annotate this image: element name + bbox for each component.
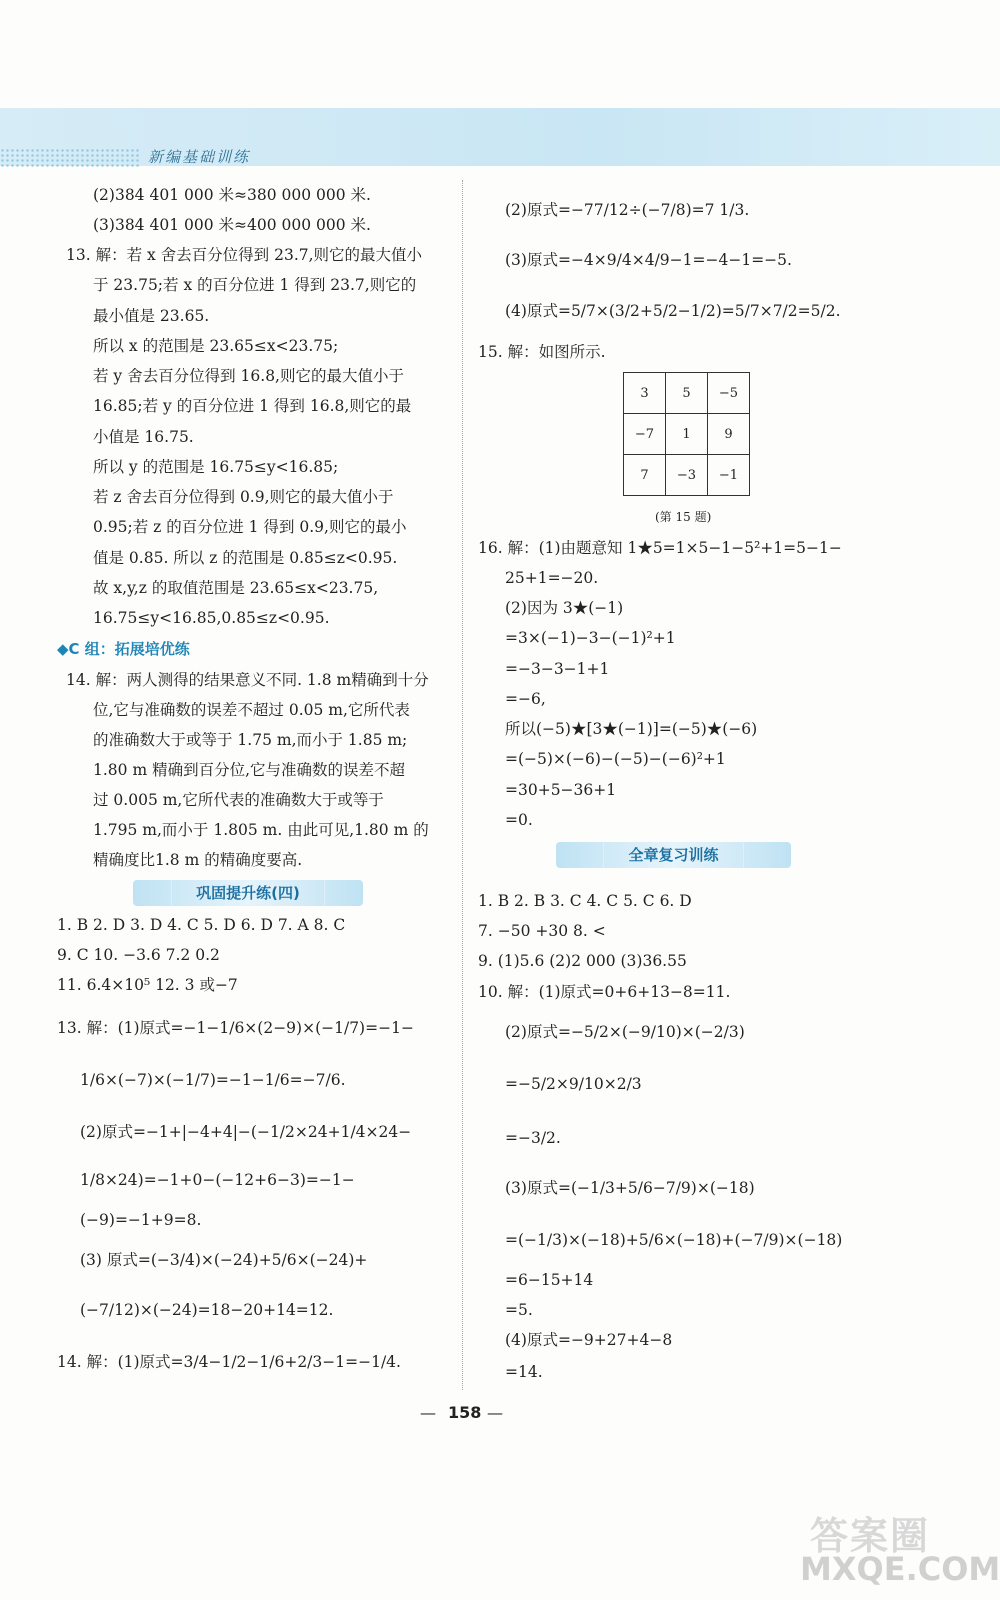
text-line: 于 23.75;若 x 的百分位进 1 得到 23.7,则它的: [93, 276, 417, 294]
text-line: 16. 解：(1)由题意知 1★5=1×5−1−5²+1=5−1−: [478, 539, 842, 557]
text-line: 13. 解：(1)原式=−1−1/6×(2−9)×(−1/7)=−1−: [57, 1019, 414, 1037]
text-line: 最小值是 23.65.: [93, 307, 210, 325]
text-line: (2)原式=−77/12÷(−7/8)=7 1/3.: [505, 201, 750, 219]
text-line: 16.85;若 y 的百分位进 1 得到 16.8,则它的最: [93, 397, 412, 415]
page-dash-left: —: [420, 1403, 436, 1422]
watermark-url: MXQE.COM: [800, 1550, 1000, 1588]
text-line: (2)因为 3★(−1): [505, 599, 624, 617]
text-line: 1/6×(−7)×(−1/7)=−1−1/6=−7/6.: [80, 1071, 346, 1089]
text-line: 7. −50 +30 8. <: [478, 922, 606, 940]
text-line: 14. 解：(1)原式=3/4−1/2−1/6+2/3−1=−1/4.: [57, 1353, 401, 1371]
text-line: 故 x,y,z 的取值范围是 23.65≤x<23.75,: [93, 579, 379, 597]
text-line: 1. B 2. B 3. C 4. C 5. C 6. D: [478, 892, 692, 910]
text-line: (2)原式=−1+|−4+4|−(−1/2×24+1/4×24−: [80, 1123, 412, 1141]
text-line: 精确度比1.8 m 的精确度要高.: [93, 851, 303, 869]
text-line: 位,它与准确数的误差不超过 0.05 m,它所代表: [93, 701, 410, 719]
text-line: (3)384 401 000 米≈400 000 000 米.: [93, 216, 371, 234]
text-line: 若 z 舍去百分位得到 0.9,则它的最大值小于: [93, 488, 394, 506]
text-line: 13. 解：若 x 舍去百分位得到 23.7,则它的最大值小: [66, 246, 423, 264]
column-divider: [462, 180, 463, 1390]
text-line: 11. 6.4×10⁵ 12. 3 或−7: [57, 976, 238, 994]
grid-cell: 3: [624, 373, 666, 414]
text-line: 15. 解：如图所示.: [478, 343, 606, 361]
text-line: 小值是 16.75.: [93, 428, 194, 446]
text-line: =0.: [505, 811, 533, 829]
page-number: 158: [448, 1403, 482, 1422]
text-line: (−7/12)×(−24)=18−20+14=12.: [80, 1301, 334, 1319]
text-line: 值是 0.85. 所以 z 的范围是 0.85≤z<0.95.: [93, 549, 398, 567]
text-line: =−6,: [505, 690, 546, 708]
text-line: =5.: [505, 1301, 533, 1319]
grid-cell: 9: [708, 414, 750, 455]
text-line: =30+5−36+1: [505, 781, 617, 799]
grid-caption: (第 15 题): [655, 510, 712, 524]
text-line: 的准确数大于或等于 1.75 m,而小于 1.85 m;: [93, 731, 408, 749]
text-line: 1/8×24)=−1+0−(−12+6−3)=−1−: [80, 1171, 355, 1189]
banner-consolidation-label: 巩固提升练(四): [171, 880, 325, 906]
grid-cell: −3: [666, 455, 708, 496]
text-line: 16.75≤y<16.85,0.85≤z<0.95.: [93, 609, 330, 627]
banner-chapter-review-label: 全章复习训练: [603, 842, 743, 868]
header-title: 新编基础训练: [148, 148, 251, 166]
text-line: =−5/2×9/10×2/3: [505, 1075, 642, 1093]
text-line: (3) 原式=(−3/4)×(−24)+5/6×(−24)+: [80, 1251, 368, 1269]
text-line: 9. C 10. −3.6 7.2 0.2: [57, 946, 220, 964]
grid-cell: 5: [666, 373, 708, 414]
banner-chapter-review: [556, 842, 791, 868]
text-line: =(−1/3)×(−18)+5/6×(−18)+(−7/9)×(−18): [505, 1231, 843, 1249]
text-line: 若 y 舍去百分位得到 16.8,则它的最大值小于: [93, 367, 404, 385]
banner-consolidation: [133, 880, 363, 906]
header-dot-pattern: [0, 148, 140, 168]
text-line: 1.80 m 精确到百分位,它与准确数的误差不超: [93, 761, 405, 779]
text-line: 所以 x 的范围是 23.65≤x<23.75;: [93, 337, 339, 355]
grid-cell: −5: [708, 373, 750, 414]
text-line: 过 0.005 m,它所代表的准确数大于或等于: [93, 791, 384, 809]
text-line: =−3−3−1+1: [505, 660, 610, 678]
text-line: 0.95;若 z 的百分位进 1 得到 0.9,则它的最小: [93, 518, 407, 536]
text-line: =14.: [505, 1363, 543, 1381]
text-line: (2)384 401 000 米≈380 000 000 米.: [93, 186, 371, 204]
grid-cell: −1: [708, 455, 750, 496]
text-line: (4)原式=5/7×(3/2+5/2−1/2)=5/7×7/2=5/2.: [505, 302, 841, 320]
grid-cell: 1: [666, 414, 708, 455]
text-line: 10. 解：(1)原式=0+6+13−8=11.: [478, 983, 731, 1001]
text-line: =(−5)×(−6)−(−5)−(−6)²+1: [505, 750, 726, 768]
text-line: =6−15+14: [505, 1271, 594, 1289]
watermark-logo: 答案圈: [810, 1514, 931, 1558]
magic-square-grid: [623, 372, 750, 496]
text-line: =3×(−1)−3−(−1)²+1: [505, 629, 676, 647]
text-line: 1.795 m,而小于 1.805 m. 由此可见,1.80 m 的: [93, 821, 429, 839]
grid-cell: 7: [624, 455, 666, 496]
text-line: (2)原式=−5/2×(−9/10)×(−2/3): [505, 1023, 745, 1041]
grid-cell: −7: [624, 414, 666, 455]
text-line: 所以(−5)★[3★(−1)]=(−5)★(−6): [505, 720, 758, 738]
text-line: (4)原式=−9+27+4−8: [505, 1331, 673, 1349]
text-line: 所以 y 的范围是 16.75≤y<16.85;: [93, 458, 339, 476]
text-line: (−9)=−1+9=8.: [80, 1211, 202, 1229]
section-c-title: ◆C 组：拓展培优练: [57, 640, 190, 658]
text-line: 14. 解：两人测得的结果意义不同. 1.8 m精确到十分: [66, 671, 429, 689]
text-line: 9. (1)5.6 (2)2 000 (3)36.55: [478, 952, 687, 970]
page-dash-right: —: [487, 1403, 503, 1422]
text-line: 25+1=−20.: [505, 569, 599, 587]
text-line: (3)原式=−4×9/4×4/9−1=−4−1=−5.: [505, 251, 792, 269]
text-line: =−3/2.: [505, 1129, 561, 1147]
text-line: (3)原式=(−1/3+5/6−7/9)×(−18): [505, 1179, 755, 1197]
text-line: 1. B 2. D 3. D 4. C 5. D 6. D 7. A 8. C: [57, 916, 346, 934]
